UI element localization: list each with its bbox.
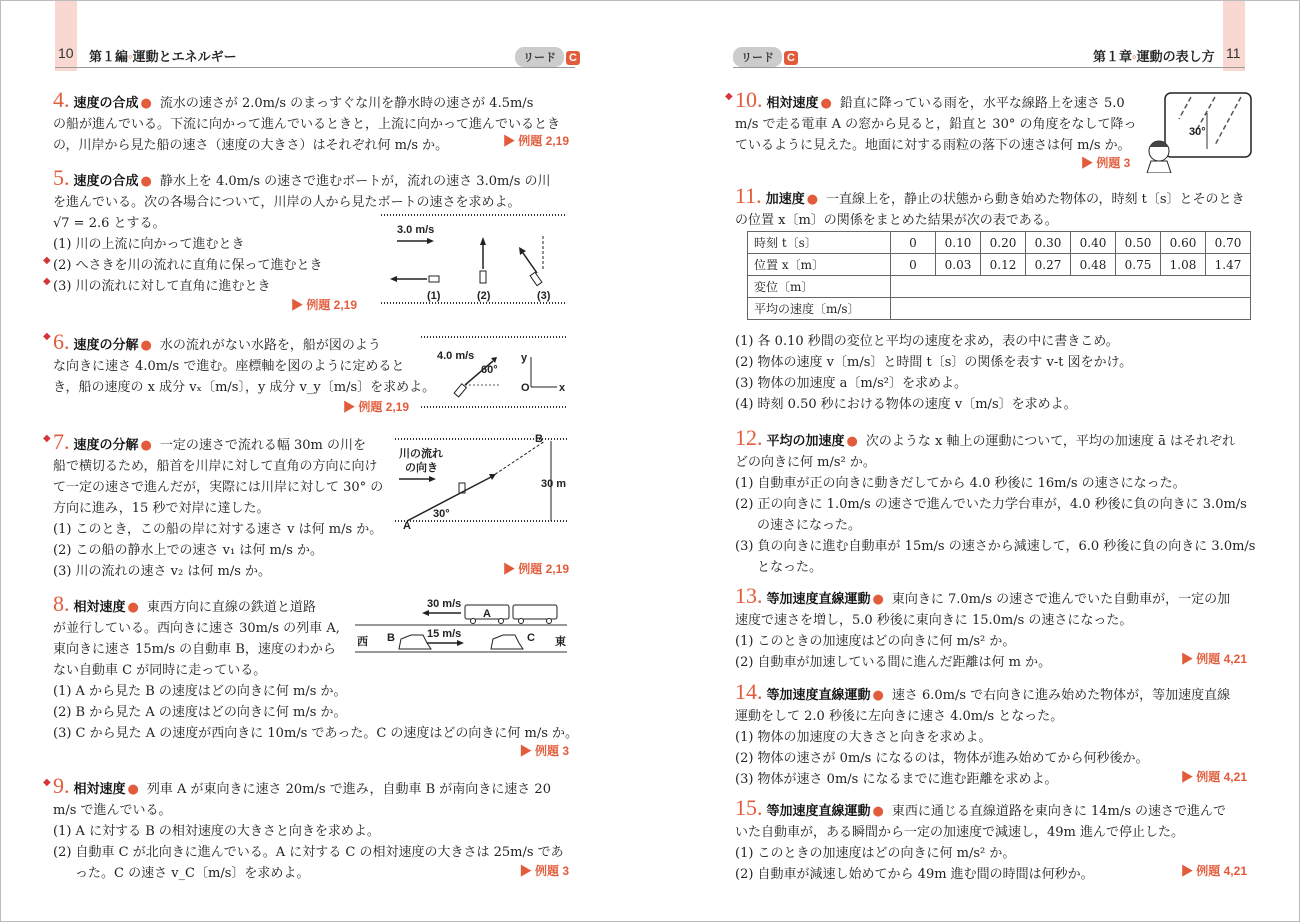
page-number: 10	[58, 45, 74, 61]
problem-number: 15.	[735, 795, 763, 820]
problem-text: て一定の速さで進んだが，実際には川岸に対して 30° の	[53, 480, 384, 495]
problem-text: が並行している。西向きに速さ 30m/s の列車 A,	[53, 621, 340, 636]
sub-question: (1) 自動車が正の向きに動きだしてから 4.0 秒後に 16m/s の速さになった。	[735, 476, 1186, 491]
sub-question: (3) 物体の加速度 a〔m/s²〕を求めよ。	[735, 376, 968, 391]
sub-question: (2) この船の静水上での速さ v₁ は何 m/s か。	[53, 543, 324, 558]
problem-text: 東向きに 7.0m/s の速さで進んでいた自動車が，一定の加	[891, 592, 1231, 607]
problem-text: の位置 x〔m〕の関係をまとめた結果が次の表である。	[735, 213, 1058, 228]
problem-number: 11.	[735, 183, 762, 208]
problem-text: いた自動車が，ある瞬間から一定の加速度で減速し，49m 進んで停止した。	[735, 825, 1185, 840]
problem-4: 4. 速度の合成 ● 流水の速さが 2.0m/s のまっすぐな川を静水時の速さが 4.5m/s の船が進んでいる。下流に向かって進んでいるときと，上流に向かって進んでいるとき の，川岸から見た船の速さ（速度の大きさ）はそれぞれ何 m/s か。 ▶ 例題 2,19	[53, 89, 569, 156]
flow-speed-label: 3.0 m/s	[397, 224, 435, 236]
problem-14: 14. 等加速度直線運動 ● 速さ 6.0m/s で右向きに進み始めた物体が，等加速度直線 運動をして 2.0 秒後に左向きに速さ 4.0m/s となった。 (1) 物体の加速度の大きさと向きを求めよ。 (2) 物体の速さが 0m/s になるのは，物体が進み始めてから何秒後か。 (3) 物体が速さ 0m/s になるまでに進む距離を求めよ。 ▶ 例題 4,21	[735, 681, 1247, 790]
sub-question: (1) このときの加速度はどの向きに何 m/s² か。	[735, 634, 1016, 649]
car-b-label: B	[387, 632, 395, 644]
problem-text: 静水上を 4.0m/s の速さで進むボートが，流れの速さ 3.0m/s の川	[159, 174, 551, 189]
problem-text: 東西方向に直線の鉄道と道路	[146, 600, 316, 615]
sub-question: (2) 物体の速さが 0m/s になるのは，物体が進み始めてから何秒後か。	[735, 751, 1149, 766]
problem-text: の，川岸から見た船の速さ（速度の大きさ）はそれぞれ何 m/s か。	[53, 138, 449, 153]
table-cell: 0.40	[1071, 232, 1116, 254]
east-label: 東	[555, 636, 566, 648]
angle-label: 30°	[1189, 126, 1206, 138]
problem-text: どの向きに何 m/s² か。	[735, 455, 876, 470]
problem-title: 等加速度直線運動	[766, 803, 871, 818]
problem-text: 船で横切るため，船首を川岸に対して直角の方向に向け	[53, 459, 378, 474]
problem-text: √7 = 2.6 とする。	[53, 216, 166, 231]
angle-label: 30°	[433, 508, 450, 520]
left-page	[1, 1, 621, 921]
problem-title: 等加速度直線運動	[766, 591, 871, 606]
problem-text: の船が進んでいる。下流に向かって進んでいるときと，上流に向かって進んでいるとき	[53, 117, 561, 132]
diamond-mark: ◆	[43, 255, 51, 266]
problem-number: 12.	[735, 425, 763, 450]
diamond-mark: ◆	[725, 91, 733, 102]
problem-title: 等加速度直線運動	[766, 687, 871, 702]
train-speed-label: 30 m/s	[427, 598, 462, 610]
problem-text: な向きに速さ 4.0m/s で進む。座標軸を図のように定めると	[53, 359, 405, 374]
problem-text: 一定の速さで流れる幅 30m の川を	[159, 438, 366, 453]
table-row	[748, 254, 1251, 276]
problem-text: 一直線上を，静止の状態から動き始めた物体の，時刻 t〔s〕とそのとき	[826, 192, 1245, 207]
table-cell: 0.10	[936, 232, 981, 254]
sub-question: (3) 川の流れの速さ v₂ は何 m/s か。	[53, 564, 272, 579]
page-number: 11	[1226, 45, 1241, 61]
problem-number: 4.	[53, 87, 70, 112]
sub-question: (4) 時刻 0.50 秒における物体の速度 v〔m/s〕を求めよ。	[735, 397, 1077, 412]
sub-question: (3) 負の向きに進む自動車が 15m/s の速さから減速して，6.0 秒後に負の向きに 3.0m/s	[735, 539, 1256, 554]
problem-11: 11. 加速度 ● 一直線上を，静止の状態から動き始めた物体の，時刻 t〔s〕とそのとき の位置 x〔m〕の関係をまとめた結果が次の表である。	[735, 185, 1251, 231]
answer-cell	[891, 298, 1251, 320]
diamond-mark: ◆	[43, 331, 51, 342]
problem-text: ない自動車 C が同時に走っている。	[53, 663, 267, 678]
problem-text: m/s で進んでいる。	[53, 803, 172, 818]
problem-7: 7. 速度の分解 ● 一定の速さで流れる幅 30m の川を 船で横切るため，船首を川岸に対して直角の方向に向け て一定の速さで進んだが，実際には川岸に対して 30° の 方向に進み，15 秒で対岸に達した。 (1) このとき，この船の岸に対する速さ v は何 m/s か。 (2) この船の静水上での速さ v₁ は何 m/s か。 (3) 川の流れの速さ v₂ は何 m/s か。 ▶ 例題 2,19	[53, 431, 569, 582]
position-table	[747, 231, 1251, 320]
problem-title: 相対速度	[73, 781, 126, 796]
table-row	[748, 276, 1251, 298]
example-ref: ▶ 例題 2,19	[502, 562, 569, 576]
sub-question: (2) 正の向きに 1.0m/s の速さで進んでいた力学台車が，4.0 秒後に負の向きに 3.0m/s	[735, 497, 1247, 512]
car-speed-label: 15 m/s	[427, 628, 462, 640]
example-ref: ▶ 例題 4,21	[1180, 652, 1247, 666]
case-label: (1)	[427, 290, 441, 302]
problem-text: 列車 A が東向きに速さ 20m/s で進み，自動車 B が南向きに速さ 20	[146, 782, 551, 797]
problem-title: 速度の分解	[73, 337, 139, 352]
point-a-label: A	[403, 520, 411, 529]
sub-question-continued: った。C の速さ v_C〔m/s〕を求めよ。	[75, 866, 310, 881]
problem-6: 6. 速度の分解 ● 水の流れがない水路を，船が図のよう な向きに速さ 4.0m/s で進む。座標軸を図のように定めると き，船の速度の x 成分 vₓ〔m/s〕，y 成分 v_y〔m/s〕を求めよ。 ▶ 例題 2,19	[53, 331, 569, 398]
west-label: 西	[357, 636, 368, 648]
table-cell: 0	[891, 232, 936, 254]
sub-question: (3) C から見た A の速度が西向きに 10m/s であった。C の速度はどの向きに何 m/s か。	[53, 726, 579, 741]
problem-number: 10.	[735, 87, 763, 112]
table-cell: 0.70	[1206, 232, 1251, 254]
flow-label: 川の流れ	[399, 448, 443, 460]
problem-text: 運動をして 2.0 秒後に左向きに速さ 4.0m/s となった。	[735, 709, 1064, 724]
example-ref: ▶ 例題 3	[519, 864, 569, 878]
car-c-label: C	[527, 632, 535, 644]
problem-12: 12. 平均の加速度 ● 次のような x 軸上の運動について，平均の加速度 ā はそれぞれ どの向きに何 m/s² か。 (1) 自動車が正の向きに動きだしてから 4.0 秒後に 16m/s の速さになった。 (2) 正の向きに 1.0m/s の速さで進んでいた力学台車が，4.0 秒後に負の向きに 3.0m/s の速さになった。 (3) 負の向きに進む自動車が 15m/s の速さから減速して，6.0 秒後に負の向きに 3.0m/s となった。	[735, 427, 1251, 578]
problem-title: 平均の加速度	[766, 433, 845, 448]
flow-label: の向き	[405, 462, 438, 474]
sub-question: (1) 各 0.10 秒間の変位と平均の速度を求め，表の中に書きこめ。	[735, 334, 1119, 349]
problem-number: 9.	[53, 773, 70, 798]
problem-text: 東向きに速さ 15m/s の自動車 B，速度のわから	[53, 642, 336, 657]
header-title: 第１章◦運動の表し方	[1093, 49, 1215, 64]
problem-text: ているように見えた。地面に対する雨粒の落下の速さは何 m/s か。	[735, 138, 1131, 153]
problem-text: き，船の速度の x 成分 vₓ〔m/s〕，y 成分 v_y〔m/s〕を求めよ。	[53, 380, 436, 395]
table-cell: 1.08	[1161, 254, 1206, 276]
problem-title: 相対速度	[73, 599, 126, 614]
sub-question: (2) 自動車が加速している間に進んだ距離は何 m か。	[735, 655, 1052, 670]
problem-text: 鉛直に降っている雨を，水平な線路上を速さ 5.0	[839, 96, 1125, 111]
case-label: (3)	[537, 290, 551, 302]
angle-label: 60°	[481, 364, 498, 376]
point-b-label: B	[535, 433, 543, 445]
case-label: (2)	[477, 290, 491, 302]
example-ref: ▶ 例題 4,21	[1180, 770, 1247, 784]
example-ref: ▶ 例題 4,21	[1180, 864, 1247, 878]
header-rule	[733, 67, 1245, 68]
axis-x-label: x	[559, 382, 566, 394]
table-cell: 0.27	[1026, 254, 1071, 276]
table-header-cell: 時刻 t〔s〕	[748, 232, 891, 254]
boat-speed-label: 4.0 m/s	[437, 350, 475, 362]
train-car-figure	[355, 593, 571, 655]
problem-title: 速度の合成	[73, 95, 139, 110]
example-ref: ▶ 例題 2,19	[343, 400, 410, 414]
problem-number: 13.	[735, 583, 763, 608]
sub-question: (2) B から見た A の速度はどの向きに何 m/s か。	[53, 705, 347, 720]
sub-question: (2) へさきを川の流れに直角に保って進むとき	[53, 258, 323, 273]
example-ref: ▶ 例題 3	[519, 744, 569, 758]
river-width-label: 30 m	[541, 478, 567, 490]
axis-origin-label: O	[521, 382, 530, 394]
table-cell: 0	[891, 254, 936, 276]
problem-number: 8.	[53, 591, 70, 616]
table-cell: 0.60	[1161, 232, 1206, 254]
problem-title: 速度の合成	[73, 173, 139, 188]
train-a-label: A	[483, 608, 491, 620]
problem-5: 5. 速度の合成 ● 静水上を 4.0m/s の速さで進むボートが，流れの速さ 3.0m/s の川 を進んでいる。次の各場合について，川岸の人から見たボートの速さを求めよ。 √7 = 2.6 とする。 (1) 川の上流に向かって進むとき (2) へさきを川の流れに直角に保って進むとき (3) 川の流れに対して直角に進むとき ▶ 例題 2,19	[53, 167, 569, 297]
problem-title: 相対速度	[766, 95, 819, 110]
problem-13: 13. 等加速度直線運動 ● 東向きに 7.0m/s の速さで進んでいた自動車が，一定の加 速度で速さを増し，5.0 秒後に東向きに 15.0m/s の速さになった。 (1) このときの加速度はどの向きに何 m/s² か。 (2) 自動車が加速している間に進んだ距離は何 m か。 ▶ 例題 4,21	[735, 585, 1247, 673]
canal-figure	[421, 333, 571, 413]
header-title: 第１編◦運動とエネルギー	[89, 49, 237, 64]
river-crossing-figure	[395, 433, 571, 529]
table-cell: 1.47	[1206, 254, 1251, 276]
table-cell: 0.30	[1026, 232, 1071, 254]
sub-question: (1) A から見た B の速度はどの向きに何 m/s か。	[53, 684, 347, 699]
example-ref: ▶ 例題 2,19	[502, 134, 569, 148]
example-ref: ▶ 例題 3	[1081, 156, 1131, 170]
problem-text: 速さ 6.0m/s で右向きに進み始めた物体が，等加速度直線	[891, 688, 1231, 703]
diamond-mark: ◆	[43, 276, 51, 287]
example-ref: ▶ 例題 2,19	[291, 298, 358, 312]
sub-question: (1) 川の上流に向かって進むとき	[53, 237, 245, 252]
sub-question-continued: となった。	[757, 560, 823, 575]
diamond-mark: ◆	[43, 777, 51, 788]
sub-question: (3) 物体が速さ 0m/s になるまでに進む距離を求めよ。	[735, 772, 1058, 787]
problem-number: 7.	[53, 429, 70, 454]
rain-window-figure	[1145, 89, 1253, 173]
problem-9: 9. 相対速度 ● 列車 A が東向きに速さ 20m/s で進み，自動車 B が南向きに速さ 20 m/s で進んでいる。 (1) A に対する B の相対速度の大きさと向きを求めよ。 (2) 自動車 C が北向きに進んでいる。A に対する C の相対速度の大きさは 25m/s であ った。C の速さ v_C〔m/s〕を求めよ。 ▶ 例題 3	[53, 775, 569, 884]
right-page	[681, 1, 1299, 921]
boat-figure	[381, 209, 571, 309]
diamond-mark: ◆	[43, 433, 51, 444]
problem-number: 5.	[53, 165, 70, 190]
sub-question: (3) 川の流れに対して直角に進むとき	[53, 279, 271, 294]
problem-8: 8. 相対速度 ● 東西方向に直線の鉄道と道路 が並行している。西向きに速さ 30m/s の列車 A, 東向きに速さ 15m/s の自動車 B，速度のわから ない自動車 C が同時に走っている。 (1) A から見た B の速度はどの向きに何 m/s か。 (2) B から見た A の速度はどの向きに何 m/s か。 (3) C から見た A の速度が西向きに 10m/s であった。C の速度はどの向きに何 m/s か。 ▶ 例題 3	[53, 593, 583, 744]
table-cell: 0.75	[1116, 254, 1161, 276]
table-cell: 0.48	[1071, 254, 1116, 276]
problem-15: 15. 等加速度直線運動 ● 東西に通じる直線道路を東向きに 14m/s の速さで進んで いた自動車が，ある瞬間から一定の加速度で減速し，49m 進んで停止した。 (1) このときの加速度はどの向きに何 m/s² か。 (2) 自動車が減速し始めてから 49m 進む間の時間は何秒か。 ▶ 例題 4,21	[735, 797, 1247, 885]
table-header-cell: 変位〔m〕	[748, 276, 891, 298]
table-row	[748, 298, 1251, 320]
sub-question: (2) 自動車が減速し始めてから 49m 進む間の時間は何秒か。	[735, 867, 1094, 882]
header-rule	[55, 67, 575, 68]
table-header-cell: 位置 x〔m〕	[748, 254, 891, 276]
problem-text: 方向に進み，15 秒で対岸に達した。	[53, 501, 270, 516]
problem-11-subs	[735, 331, 1251, 415]
table-header-cell: 平均の速度〔m/s〕	[748, 298, 891, 320]
problem-text: を進んでいる。次の各場合について，川岸の人から見たボートの速さを求めよ。	[53, 195, 521, 210]
sub-question: (2) 物体の速度 v〔m/s〕と時間 t〔s〕の関係を表す v-t 図をかけ。	[735, 355, 1133, 370]
lead-badge: リード C	[515, 47, 580, 67]
problem-title: 速度の分解	[73, 437, 139, 452]
answer-cell	[891, 276, 1251, 298]
problem-text: 流水の速さが 2.0m/s のまっすぐな川を静水時の速さが 4.5m/s	[159, 96, 534, 111]
axis-y-label: y	[521, 352, 528, 364]
table-cell: 0.12	[981, 254, 1026, 276]
sub-question: (1) A に対する B の相対速度の大きさと向きを求めよ。	[53, 824, 380, 839]
sub-question: (1) このとき，この船の岸に対する速さ v は何 m/s か。	[53, 522, 383, 537]
problem-10: 10. 相対速度 ● 鉛直に降っている雨を，水平な線路上を速さ 5.0 m/s で走る電車 A の窓から見ると，鉛直と 30° の角度をなして降っ ているように見えた。地面に対する雨粒の落下の速さは何 m/s か。 ▶ 例題 3	[735, 89, 1235, 156]
problem-number: 14.	[735, 679, 763, 704]
problem-number: 6.	[53, 329, 70, 354]
problem-text: 水の流れがない水路を，船が図のよう	[159, 338, 381, 353]
problem-title: 加速度	[765, 191, 805, 206]
table-row	[748, 232, 1251, 254]
problem-text: m/s で走る電車 A の窓から見ると，鉛直と 30° の角度をなして降っ	[735, 117, 1137, 132]
problem-text: 速度で速さを増し，5.0 秒後に東向きに 15.0m/s の速さになった。	[735, 613, 1133, 628]
sub-question: (1) このときの加速度はどの向きに何 m/s² か。	[735, 846, 1016, 861]
lead-badge: リード C	[733, 47, 798, 67]
sub-question: (1) 物体の加速度の大きさと向きを求めよ。	[735, 730, 992, 745]
table-cell: 0.50	[1116, 232, 1161, 254]
problem-text: 東西に通じる直線道路を東向きに 14m/s の速さで進んで	[891, 804, 1227, 819]
problem-text: 次のような x 軸上の運動について，平均の加速度 ā はそれぞれ	[865, 434, 1235, 449]
sub-question-continued: の速さになった。	[757, 518, 862, 533]
sub-question: (2) 自動車 C が北向きに進んでいる。A に対する C の相対速度の大きさは 25m/s であ	[53, 845, 564, 860]
table-cell: 0.20	[981, 232, 1026, 254]
table-cell: 0.03	[936, 254, 981, 276]
